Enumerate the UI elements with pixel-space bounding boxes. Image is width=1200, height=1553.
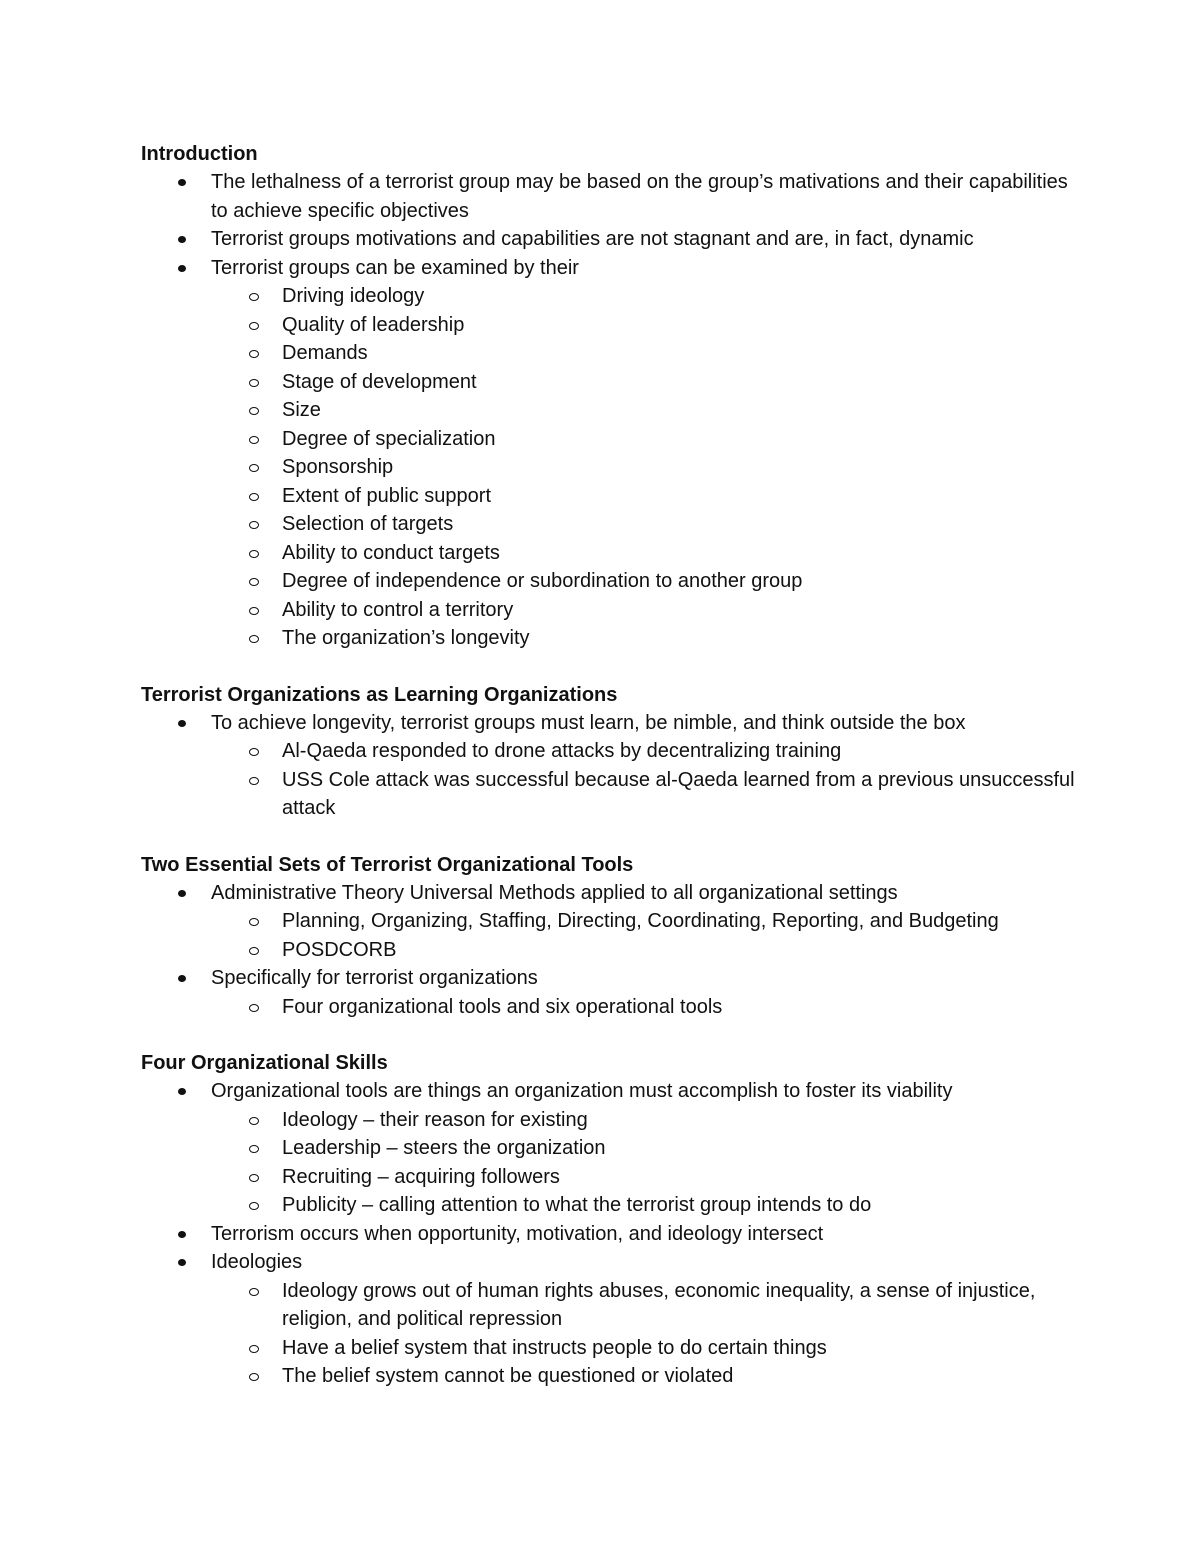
bullet-list xyxy=(141,1077,1081,1391)
sub-list-item xyxy=(141,1163,1081,1192)
hollow-bullet-icon xyxy=(249,635,259,643)
hollow-bullet-icon xyxy=(249,1174,259,1182)
sub-list-item xyxy=(141,766,1081,823)
filled-bullet-icon xyxy=(178,1259,186,1266)
hollow-bullet-icon xyxy=(249,407,259,415)
list-item-text: Extent of public support xyxy=(282,484,492,507)
list-item-text: Size xyxy=(282,399,321,421)
filled-bullet-icon xyxy=(178,1088,186,1095)
sub-list-item xyxy=(141,1277,1081,1334)
bullet-list xyxy=(141,168,1081,653)
sub-list-item xyxy=(141,737,1081,766)
hollow-bullet-icon xyxy=(249,550,259,558)
list-item-text: Degree of independence or subordination to another group xyxy=(282,570,803,592)
list-item-text: Degree of specialization xyxy=(282,427,496,450)
hollow-bullet-icon xyxy=(249,1202,259,1210)
list-item-text: Ideology grows out of human rights abuses, economic inequality, a sense of injustice, religion, and political repression xyxy=(282,1279,1036,1330)
filled-bullet-icon xyxy=(178,1231,186,1238)
hollow-bullet-icon xyxy=(249,748,259,756)
list-item-text: Specifically for terrorist organizations xyxy=(211,967,538,989)
list-item-text: Terrorism occurs when opportunity, motivation, and ideology intersect xyxy=(211,1222,824,1245)
list-item-text: The organization’s longevity xyxy=(282,627,530,649)
list-item-text: Ability to control a territory xyxy=(282,598,514,621)
hollow-bullet-icon xyxy=(249,947,259,955)
sub-list-item xyxy=(141,993,1081,1022)
hollow-bullet-icon xyxy=(249,918,259,926)
list-item-text: Ideology – their reason for existing xyxy=(282,1108,588,1131)
hollow-bullet-icon xyxy=(249,607,259,615)
list-item-text: Selection of targets xyxy=(282,513,454,535)
list-item-text: The belief system cannot be questioned or violated xyxy=(282,1365,734,1387)
list-item xyxy=(141,1248,1081,1277)
hollow-bullet-icon xyxy=(249,379,259,387)
hollow-bullet-icon xyxy=(249,1288,259,1296)
document-page xyxy=(141,140,1081,1419)
list-item-text: Demands xyxy=(282,342,368,364)
hollow-bullet-icon xyxy=(249,777,259,785)
sub-list-item xyxy=(141,567,1081,596)
sub-list-item xyxy=(141,368,1081,397)
list-item xyxy=(141,254,1081,283)
filled-bullet-icon xyxy=(178,179,186,186)
hollow-bullet-icon xyxy=(249,1345,259,1353)
hollow-bullet-icon xyxy=(249,1373,259,1381)
list-item xyxy=(141,1220,1081,1249)
list-item-text: Ideologies xyxy=(211,1251,303,1273)
section xyxy=(141,1049,1081,1391)
sub-list-item xyxy=(141,596,1081,625)
filled-bullet-icon xyxy=(178,975,186,982)
sub-list-item xyxy=(141,1191,1081,1220)
list-item xyxy=(141,225,1081,254)
sub-list-item xyxy=(141,907,1081,936)
sub-list-item xyxy=(141,1334,1081,1363)
list-item xyxy=(141,879,1081,908)
hollow-bullet-icon xyxy=(249,493,259,501)
sub-list-item xyxy=(141,425,1081,454)
hollow-bullet-icon xyxy=(249,464,259,472)
list-item-text: Organizational tools are things an organization must accomplish to foster its viability xyxy=(211,1080,953,1102)
sub-list-item xyxy=(141,1134,1081,1163)
list-item-text: Have a belief system that instructs people to do certain things xyxy=(282,1336,827,1359)
list-item-text: The lethalness of a terrorist group may be based on the group’s mativations and their capabilities to achieve specific objectives xyxy=(211,171,1068,222)
list-item xyxy=(141,709,1081,738)
list-item-text: POSDCORB xyxy=(282,938,397,961)
hollow-bullet-icon xyxy=(249,436,259,444)
section xyxy=(141,851,1081,1022)
list-item-text: Publicity – calling attention to what the terrorist group intends to do xyxy=(282,1194,872,1216)
list-item-text: Leadership – steers the organization xyxy=(282,1137,606,1159)
sub-list-item xyxy=(141,1106,1081,1135)
sub-list-item xyxy=(141,482,1081,511)
list-item-text: Sponsorship xyxy=(282,456,394,478)
list-item-text: Terrorist groups motivations and capabilities are not stagnant and are, in fact, dynamic xyxy=(211,228,974,250)
list-item-text: Ability to conduct targets xyxy=(282,541,500,564)
hollow-bullet-icon xyxy=(249,1117,259,1125)
sub-list-item xyxy=(141,539,1081,568)
sub-list-item xyxy=(141,339,1081,368)
filled-bullet-icon xyxy=(178,890,186,897)
list-item-text: To achieve longevity, terrorist groups must learn, be nimble, and think outside the box xyxy=(211,711,966,734)
list-item-text: Four organizational tools and six operational tools xyxy=(282,995,723,1018)
list-item-text: Terrorist groups can be examined by their xyxy=(211,256,579,279)
sub-list-item xyxy=(141,453,1081,482)
section-heading: Two Essential Sets of Terrorist Organizational Tools xyxy=(141,853,634,876)
list-item xyxy=(141,168,1081,225)
list-item-text: Administrative Theory Universal Methods applied to all organizational settings xyxy=(211,881,898,904)
list-item-text: Quality of leadership xyxy=(282,313,465,336)
list-item-text: Recruiting – acquiring followers xyxy=(282,1165,560,1188)
hollow-bullet-icon xyxy=(249,322,259,330)
list-item xyxy=(141,964,1081,993)
section xyxy=(141,140,1081,653)
hollow-bullet-icon xyxy=(249,293,259,301)
hollow-bullet-icon xyxy=(249,521,259,529)
bullet-list xyxy=(141,879,1081,1022)
list-item-text: Planning, Organizing, Staffing, Directing, Coordinating, Reporting, and Budgeting xyxy=(282,910,999,932)
sub-list-item xyxy=(141,510,1081,539)
list-item-text: Driving ideology xyxy=(282,285,425,307)
list-item-text: USS Cole attack was successful because al-Qaeda learned from a previous unsuccessful attack xyxy=(282,768,1075,819)
hollow-bullet-icon xyxy=(249,1145,259,1153)
sub-list-item xyxy=(141,282,1081,311)
section-heading: Introduction xyxy=(141,143,258,165)
list-item-text: Stage of development xyxy=(282,370,477,393)
section-heading: Terrorist Organizations as Learning Organizations xyxy=(141,683,618,706)
filled-bullet-icon xyxy=(178,236,186,243)
hollow-bullet-icon xyxy=(249,350,259,358)
sub-list-item xyxy=(141,396,1081,425)
sub-list-item xyxy=(141,624,1081,653)
filled-bullet-icon xyxy=(178,720,186,727)
sub-list-item xyxy=(141,311,1081,340)
list-item-text: Al-Qaeda responded to drone attacks by decentralizing training xyxy=(282,740,842,762)
hollow-bullet-icon xyxy=(249,578,259,586)
hollow-bullet-icon xyxy=(249,1004,259,1012)
section xyxy=(141,681,1081,823)
list-item xyxy=(141,1077,1081,1106)
filled-bullet-icon xyxy=(178,265,186,272)
sub-list-item xyxy=(141,936,1081,965)
bullet-list xyxy=(141,709,1081,823)
sub-list-item xyxy=(141,1362,1081,1391)
section-heading: Four Organizational Skills xyxy=(141,1052,388,1074)
